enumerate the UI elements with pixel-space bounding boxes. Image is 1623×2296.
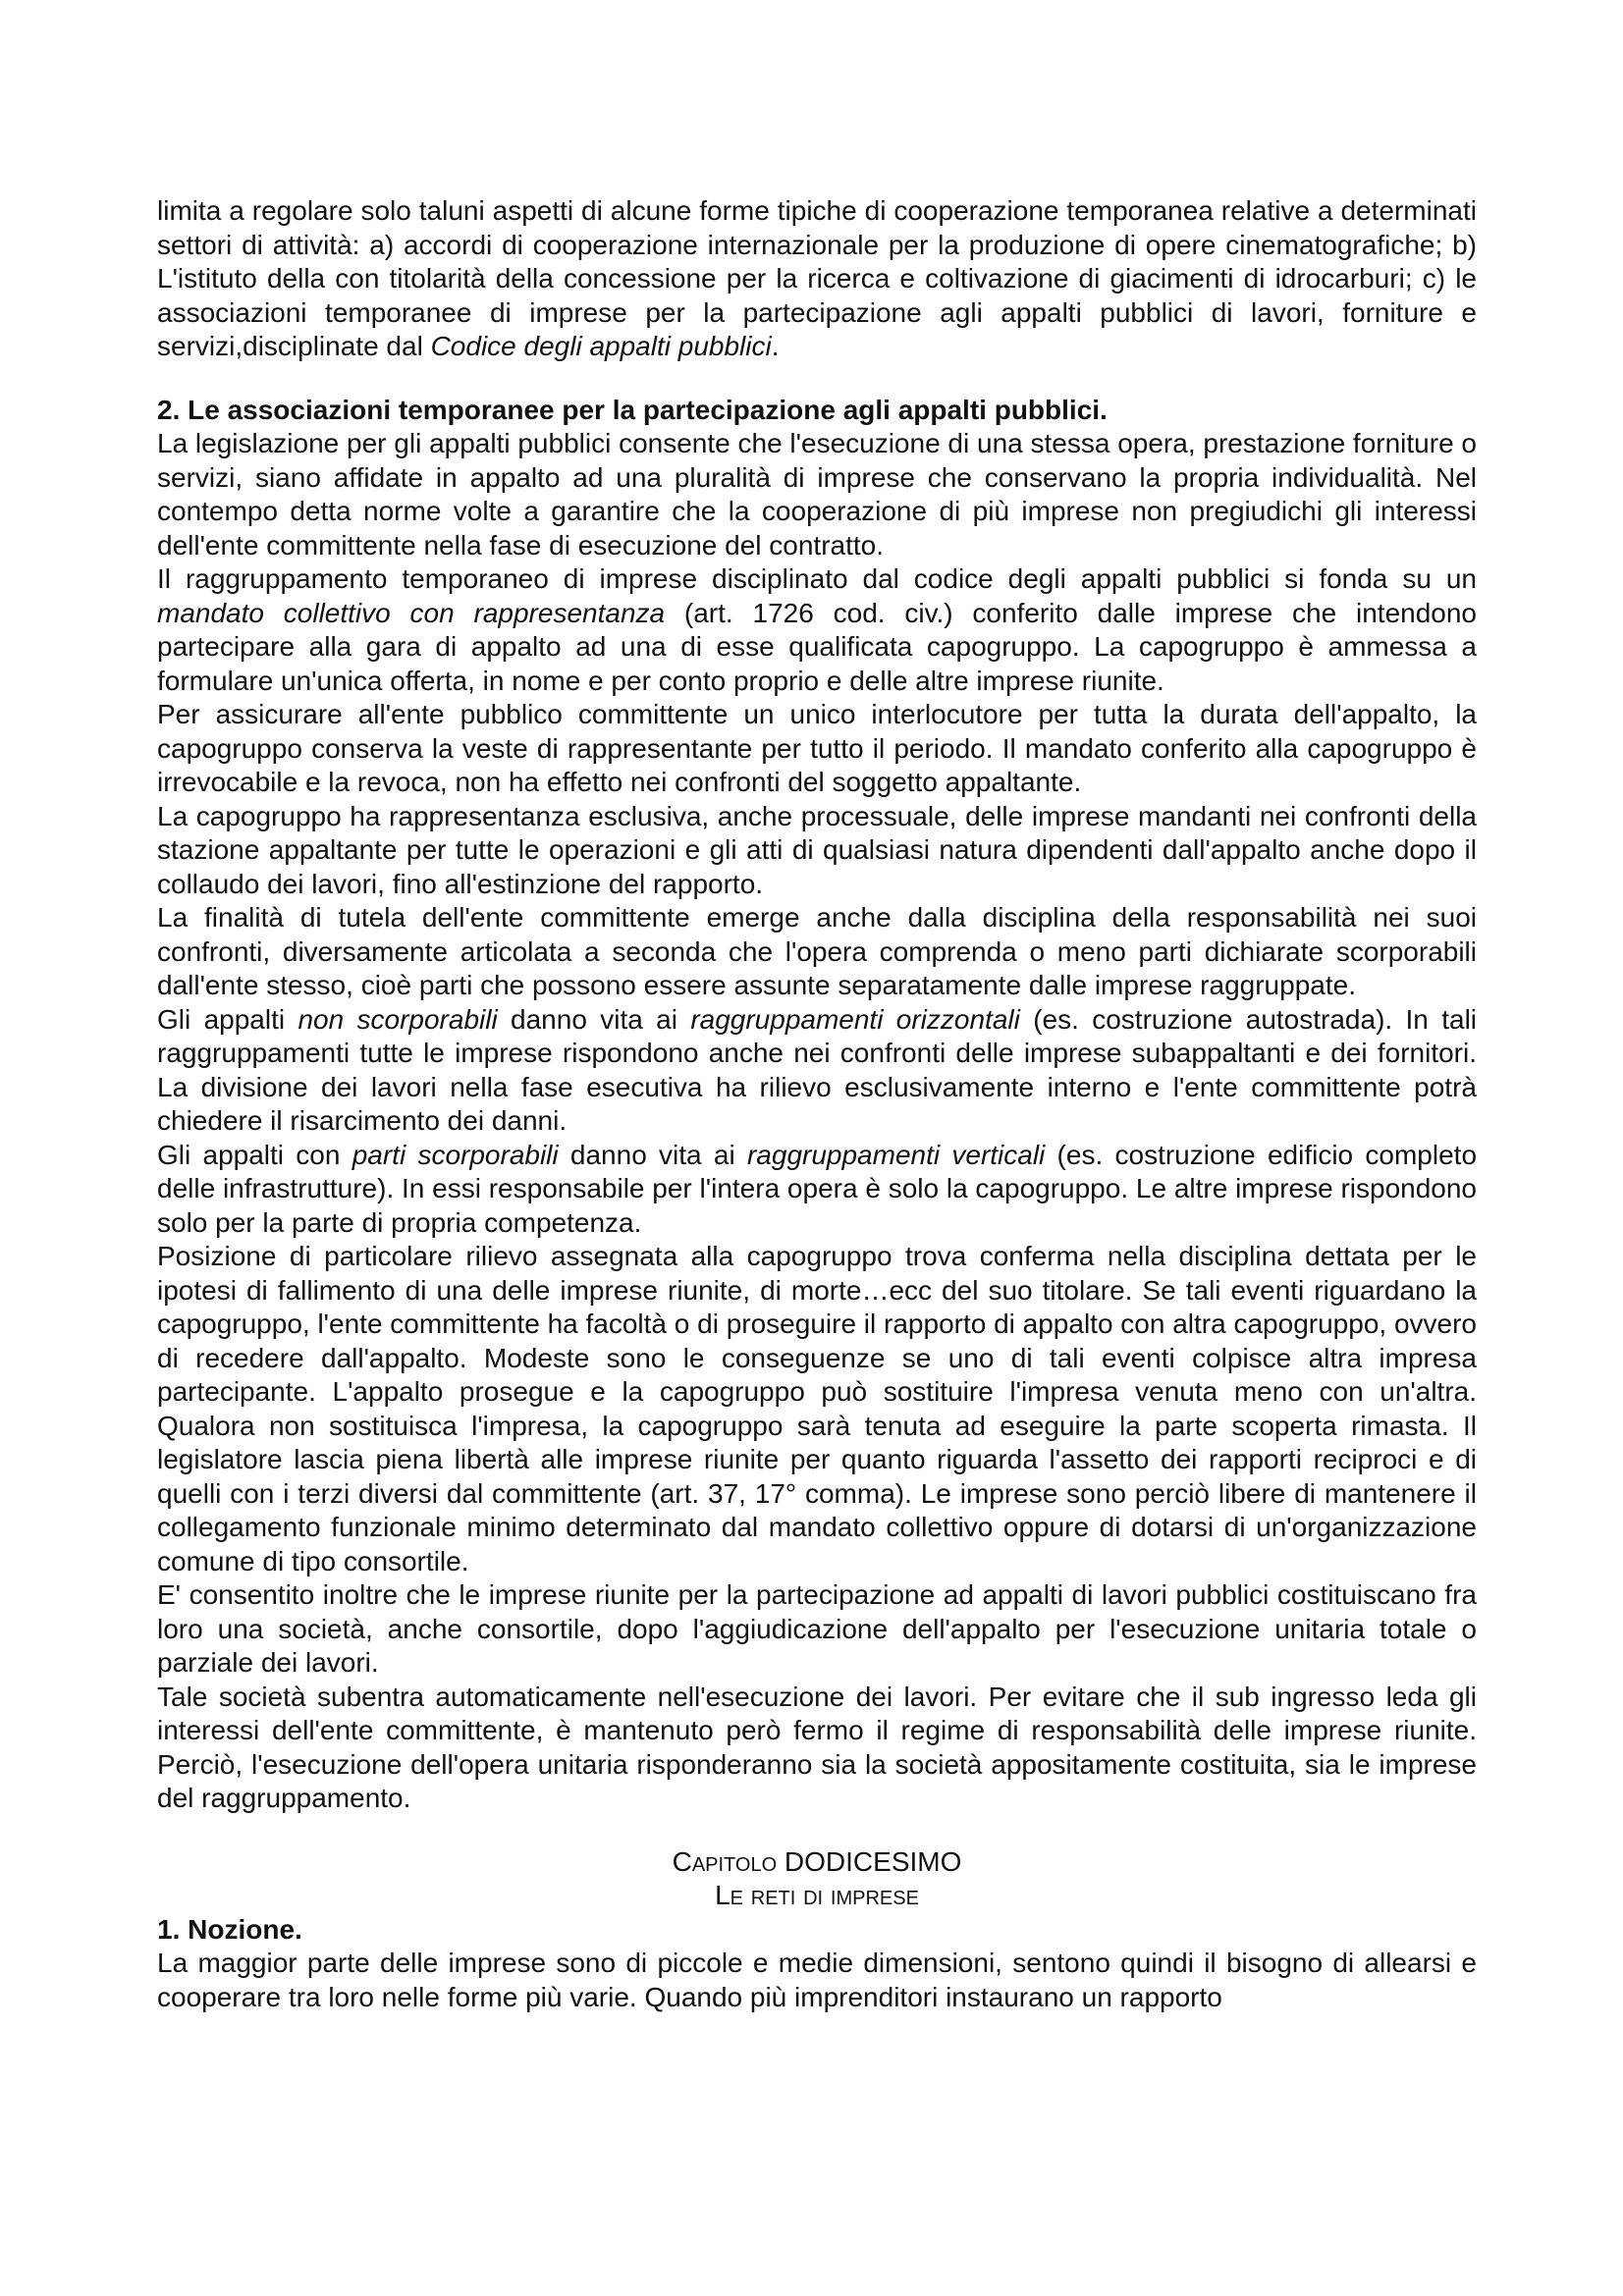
- paragraph: [157, 1578, 1477, 1681]
- paragraph: [157, 800, 1477, 902]
- italic-text: Codice degli appalti pubblici: [430, 331, 772, 361]
- document-page: [157, 194, 1477, 2014]
- last-paragraph: La maggior parte delle imprese sono di piccole e medie dimensioni, sentono quindi il bisogno di allearsi e cooperare tra loro nelle forme più varie. Quando più imprenditori instaurano un rapporto: [157, 1948, 1477, 2012]
- text-run: Gli appalti: [157, 1003, 298, 1035]
- text-run: (art. 1726 cod. civ.) conferito dalle imprese che intendono partecipare alla gara di appalto ad una di esse qualificata capogruppo. La capogruppo è ammessa a formulare un'unica offerta, in nome e per conto proprio e delle altre imprese riunite.: [157, 597, 1477, 696]
- text-run: La legislazione per gli appalti pubblici consente che l'esecuzione di una stessa opera, prestazione forniture o servizi, siano affidate in appalto ad una pluralità di imprese che conservano la propria individualità. Nel contempo detta norme volte a garantire che la cooperazione di più imprese non pregiudichi gli interessi dell'ente committente nella fase di esecuzione del contratto.: [157, 428, 1477, 561]
- paragraph: [157, 1240, 1477, 1578]
- section-1-heading: 1. Nozione.: [157, 1913, 302, 1945]
- text-run: E' consentito inoltre che le imprese riunite per la partecipazione ad appalti di lavori pubblici costituiscano fra loro una società, anche consortile, dopo l'aggiudicazione dell'appalto per l'esecuzione unitaria totale o parziale dei lavori.: [157, 1579, 1477, 1678]
- paragraph: [157, 562, 1477, 698]
- paragraph: [157, 901, 1477, 1003]
- text-run: danno vita ai: [497, 1003, 691, 1035]
- italic-text: parti scorporabili: [352, 1139, 559, 1170]
- text-run: limita a regolare solo taluni aspetti di alcune forme tipiche di cooperazione temporanea relative a determinati settori di attività: a) accordi di cooperazione internazionale per la produzione di opere cinematografiche; b) L'istituto della con titolarità della concessione per la ricerca e coltivazione di giacimenti di idrocarburi; c) le associazioni temporanee di imprese per la partecipazione agli appalti pubblici di lavori, forniture e servizi,disciplinate dal: [157, 195, 1477, 361]
- intro-paragraph: [157, 194, 1477, 364]
- italic-text: raggruppamenti orizzontali: [690, 1003, 1020, 1035]
- paragraph: [157, 1681, 1477, 1816]
- italic-text: non scorporabili: [298, 1003, 498, 1035]
- paragraph: [157, 1003, 1477, 1139]
- paragraph: [157, 1139, 1477, 1241]
- text-run: La capogruppo ha rappresentanza esclusiva, anche processuale, delle imprese mandanti nei confronti della stazione appaltante per tutte le operazioni e gli atti di qualsiasi natura dipendenti dall'appalto anche dopo il collaudo dei lavori, fino all'estinzione del rapporto.: [157, 800, 1477, 899]
- text-run: .: [771, 331, 780, 361]
- paragraph: [157, 427, 1477, 562]
- text-run: Posizione di particolare rilievo assegnata alla capogruppo trova conferma nella disciplina dettata per le ipotesi di fallimento di una delle imprese riunite, di morte…ecc del suo titolare. Se tali eventi riguardano la capogruppo, l'ente committente ha facoltà o di proseguire il rapporto di appalto con altra capogruppo, ovvero di recedere dall'appalto. Modeste sono le conseguenze se uno di tali eventi colpisce altra impresa partecipante. L'appalto prosegue e la capogruppo può sostituire l'impresa venuta meno con un'altra. Qualora non sostituisca l'impresa, la capogruppo sarà tenuta ad eseguire la parte scoperta rimasta. Il legislatore lascia piena libertà alle imprese riunite per quanto riguarda l'assetto dei rapporti reciproci e di quelli con i terzi diversi dal committente (art. 37, 17° comma). Le imprese sono perciò libere di mantenere il collegamento funzionale minimo determinato dal mandato collettivo oppure di dotarsi di un'organizzazione comune di tipo consortile.: [157, 1241, 1477, 1576]
- section-2-body: [157, 427, 1477, 1816]
- chapter-label: Capitolo DODICESIMO: [672, 1845, 962, 1877]
- text-run: La finalità di tutela dell'ente committente emerge anche dalla disciplina della responsabilità nei suoi confronti, diversamente articolata a seconda che l'opera comprenda o meno parti dichiarate scorporabili dall'ente stesso, cioè parti che possono essere assunte separatamente dalle imprese raggruppate.: [157, 902, 1477, 1000]
- paragraph: [157, 698, 1477, 800]
- text-run: (es. costruzione edificio completo delle infrastrutture). In essi responsabile per l'intera opera è solo la capogruppo. Le altre imprese rispondono solo per la parte di propria competenza.: [157, 1139, 1478, 1238]
- text-run: Tale società subentra automaticamente nell'esecuzione dei lavori. Per evitare che il sub ingresso leda gli interessi dell'ente committente, è mantenuto però fermo il regime di responsabilità delle imprese riunite. Perciò, l'esecuzione dell'opera unitaria risponderanno sia la società appositamente costituita, sia le imprese del raggruppamento.: [157, 1681, 1477, 1813]
- chapter-subtitle: Le reti di imprese: [715, 1880, 919, 1910]
- text-run: Gli appalti con: [157, 1139, 352, 1170]
- text-run: danno vita ai: [558, 1139, 747, 1170]
- text-run: (es. costruzione autostrada). In tali raggruppamenti tutte le imprese rispondono anche nei confronti delle imprese subappaltanti e dei fornitori. La divisione dei lavori nella fase esecutiva ha rilievo esclusivamente interno e l'ente committente potrà chiedere il risarcimento dei danni.: [157, 1003, 1478, 1136]
- section-2-heading: 2. Le associazioni temporanee per la partecipazione agli appalti pubblici.: [157, 394, 1108, 425]
- text-run: Il raggruppamento temporaneo di imprese disciplinato dal codice degli appalti pubblici si fonda su un: [157, 563, 1477, 594]
- text-run: Per assicurare all'ente pubblico committente un unico interlocutore per tutta la durata dell'appalto, la capogruppo conserva la veste di rappresentante per tutto il periodo. Il mandato conferito alla capogruppo è irrevocabile e la revoca, non ha effetto nei confronti del soggetto appaltante.: [157, 699, 1477, 797]
- italic-text: mandato collettivo con rappresentanza: [157, 597, 666, 628]
- italic-text: raggruppamenti verticali: [746, 1139, 1046, 1170]
